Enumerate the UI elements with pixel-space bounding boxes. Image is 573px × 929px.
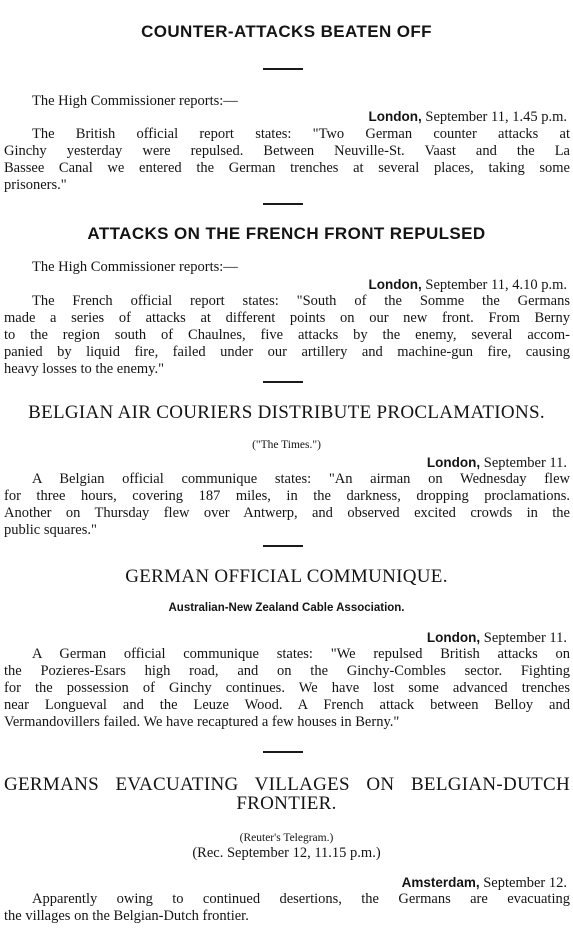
dateline bbox=[369, 108, 567, 126]
body-line: Vermandovillers failed. We have recaptured a few houses in Berny." bbox=[4, 714, 400, 730]
headline-counter-attacks: COUNTER-ATTACKS BEATEN OFF bbox=[141, 22, 432, 41]
source-credit: Australian-New Zealand Cable Association. bbox=[168, 602, 405, 614]
body-line: Another on Thursday flew over Antwerp, and observed excited crowds in the bbox=[4, 505, 570, 521]
body-line: Ginchy yesterday were repulsed. Between Neuville-St. Vaast and the La bbox=[4, 143, 570, 159]
body-line: the villages on the Belgian-Dutch frontier. bbox=[4, 908, 249, 924]
headline-german-communique: GERMAN OFFICIAL COMMUNIQUE. bbox=[125, 566, 448, 587]
source-credit: (Reuter's Telegram.) bbox=[239, 832, 334, 844]
received-time: (Rec. September 12, 11.15 p.m.) bbox=[192, 845, 381, 861]
dateline bbox=[402, 874, 567, 892]
dateline-time: September 11, 1.45 p.m. bbox=[425, 109, 567, 125]
body-line: Apparently owing to continued desertions, the Germans are evacuating bbox=[32, 891, 570, 907]
dateline-place: London, bbox=[368, 277, 422, 292]
dateline bbox=[427, 629, 567, 647]
dateline bbox=[369, 276, 567, 294]
intro-text: The High Commissioner reports:— bbox=[32, 93, 238, 109]
body-line: A German official communique states: "We repulsed British attacks on bbox=[32, 646, 570, 662]
dateline-place: London, bbox=[426, 455, 481, 470]
divider bbox=[263, 545, 303, 547]
body-line: Bassee Canal we entered the German trenches at several places, taking some bbox=[4, 160, 570, 176]
dateline-time: September 11, 4.10 p.m. bbox=[425, 277, 567, 293]
headline-belgian-air-couriers: BELGIAN AIR COURIERS DISTRIBUTE PROCLAMATIONS. bbox=[28, 402, 545, 423]
body-line: panied by liquid fire, failed under our artillery and machine-gun fire, causing bbox=[4, 344, 570, 360]
body-line: near Longueval and the Leuze Wood. A French attack between Belloy and bbox=[4, 697, 570, 713]
body-line: prisoners." bbox=[4, 177, 67, 193]
headline-germans-evacuating-cont: FRONTIER. bbox=[236, 793, 337, 814]
body-line: heavy losses to the enemy." bbox=[4, 361, 165, 377]
divider bbox=[263, 381, 303, 383]
dateline-time: September 11. bbox=[483, 455, 567, 471]
body-line: made a series of attacks at different points on our new front. From Berny bbox=[4, 310, 570, 326]
body-line: for three hours, covering 187 miles, in the darkness, dropping proclamations. bbox=[4, 488, 570, 504]
divider bbox=[263, 68, 303, 70]
dateline-time: September 12. bbox=[483, 875, 567, 891]
dateline bbox=[427, 454, 567, 472]
headline-french-front: ATTACKS ON THE FRENCH FRONT REPULSED bbox=[87, 224, 486, 243]
intro-text: The High Commissioner reports:— bbox=[32, 259, 238, 275]
body-line: A Belgian official communique states: "An airman on Wednesday flew bbox=[32, 471, 570, 487]
dateline-place: Amsterdam, bbox=[401, 875, 480, 890]
dateline-place: London, bbox=[368, 109, 422, 124]
source-credit: ("The Times.") bbox=[252, 439, 321, 451]
body-line: to the region south of Chaulnes, five attacks by the enemy, several accom- bbox=[4, 327, 570, 343]
body-line: public squares." bbox=[4, 522, 97, 538]
body-line: The French official report states: "South of the Somme the Germans bbox=[32, 293, 570, 309]
body-line: for the possession of Ginchy continues. We have lost some advanced trenches bbox=[4, 680, 570, 696]
headline-germans-evacuating: GERMANS EVACUATING VILLAGES ON BELGIAN-DUTCH bbox=[4, 774, 570, 795]
body-line: The British official report states: "Two German counter attacks at bbox=[32, 126, 570, 142]
divider bbox=[263, 203, 303, 205]
dateline-time: September 11. bbox=[483, 630, 567, 646]
dateline-place: London, bbox=[426, 630, 481, 645]
body-line: the Pozieres-Esars high road, and on the Ginchy-Combles sector. Fighting bbox=[4, 663, 570, 679]
divider bbox=[263, 751, 303, 753]
